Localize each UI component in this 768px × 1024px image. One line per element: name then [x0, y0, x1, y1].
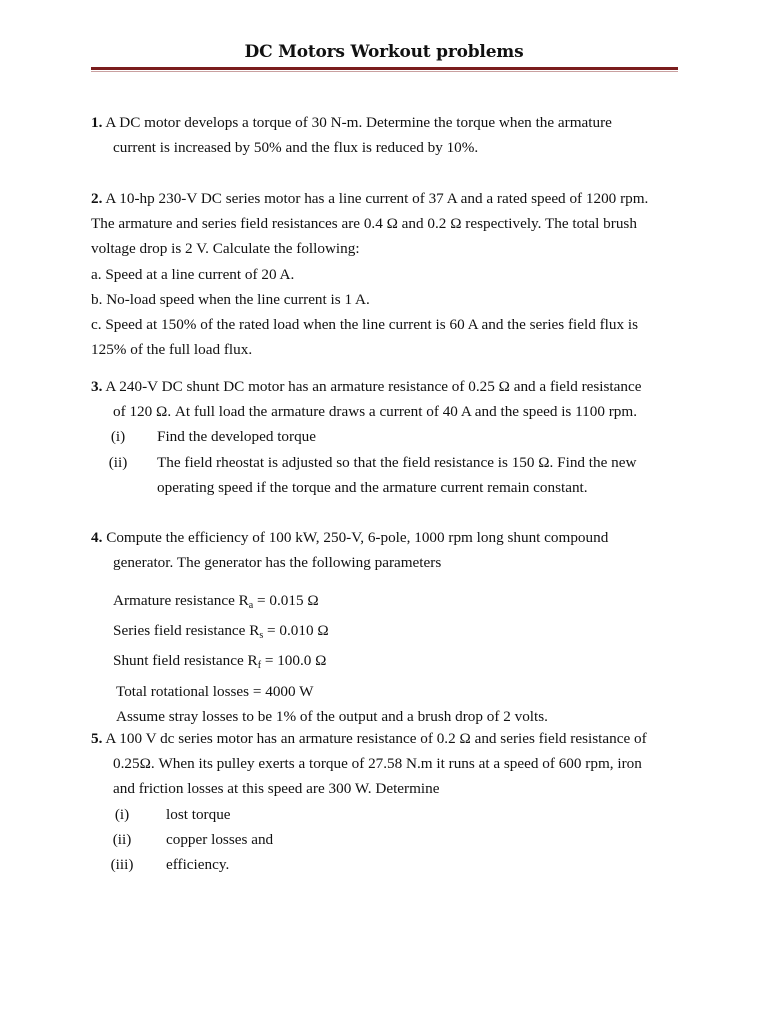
problem-2-part-c-line-2: 125% of the full load flux. — [91, 341, 253, 359]
rotational-losses-line: Total rotational losses = 4000 W — [116, 682, 314, 700]
page-title: DC Motors Workout problems — [244, 42, 524, 62]
problem-5-item-iii-text: efficiency. — [166, 856, 230, 874]
stray-losses-line: Assume stray losses to be 1% of the output and a brush drop of 2 volts. — [116, 707, 548, 725]
problem-3-line-2: of 120 Ω. At full load the armature draws a current of 40 A and the speed is 1100 rpm. — [113, 403, 638, 421]
problem-4-parameters — [113, 588, 673, 729]
problem-2-line-2: The armature and series field resistances are 0.4 Ω and 0.2 Ω respectively. The total brush — [91, 215, 637, 233]
shunt-field-resistance-line: Shunt field resistance $R_f = 100.0$ Ω — [113, 652, 327, 672]
title-rule — [91, 67, 678, 70]
problem-2-line-3: voltage drop is 2 V. Calculate the following: — [91, 240, 360, 258]
problem-3-item-i — [91, 424, 675, 449]
problem-2-part-a: a. Speed at a line current of 20 A. — [91, 265, 295, 283]
problem-4-line-2: generator. The generator has the following parameters — [113, 554, 442, 572]
series-field-resistance-line: Series field resistance $R_s = 0.010$ Ω — [113, 622, 329, 642]
problem-3-item-ii — [91, 450, 675, 500]
problem-2-line-1: A 10-hp 230-V DC series motor has a line current of 37 A and a rated speed of 1200 rpm. — [105, 190, 649, 207]
problem-3 — [91, 374, 675, 500]
problem-5-line-1: A 100 V dc series motor has an armature resistance of 0.2 Ω and series field resistance of — [105, 730, 647, 747]
problem-5-item-ii-marker: (ii) — [112, 830, 132, 848]
armature-resistance-line: Armature resistance $R_a = 0.015$ Ω — [113, 592, 319, 611]
problem-2-part-b: b. No-load speed when the line current is 1 A. — [91, 290, 370, 308]
problem-5-item-i-marker: (i) — [114, 805, 130, 823]
title-rule-thin — [91, 71, 678, 72]
problem-5-item-ii — [91, 827, 675, 852]
problem-5-line-3: and friction losses at this speed are 300 W. Determine — [113, 780, 440, 798]
problem-3-number: 3. — [91, 378, 103, 395]
problem-5-item-iii — [91, 852, 675, 877]
problem-2-number: 2. — [91, 190, 103, 207]
problem-4-line-1: Compute the efficiency of 100 kW, 250-V, 6-pole, 1000 rpm long shunt compound — [106, 529, 609, 546]
problem-1-line-1: A DC motor develops a torque of 30 N-m. Determine the torque when the armature — [105, 114, 612, 131]
problem-3-item-ii-line-1: The field rheostat is adjusted so that the field resistance is 150 Ω. Find the new — [157, 453, 637, 471]
problem-1-number: 1. — [91, 114, 103, 131]
problem-3-item-ii-line-2: operating speed if the torque and the armature current remain constant. — [157, 478, 588, 496]
problem-4 — [91, 525, 675, 575]
problem-5-number: 5. — [91, 730, 103, 747]
problem-4-number: 4. — [91, 529, 103, 546]
problem-5-item-iii-marker: (iii) — [110, 856, 134, 874]
problem-3-item-i-marker: (i) — [110, 428, 126, 446]
problem-5-item-i-text: lost torque — [166, 805, 231, 823]
problem-5-item-ii-text: copper losses and — [166, 830, 274, 848]
problem-3-item-i-text: Find the developed torque — [157, 428, 317, 446]
problem-1-line-2: current is increased by 50% and the flux is reduced by 10%. — [113, 139, 479, 157]
problem-3-item-ii-marker: (ii) — [108, 453, 128, 471]
problem-5-item-i — [91, 802, 675, 827]
problem-5-line-2: 0.25Ω. When its pulley exerts a torque of 27.58 N.m it runs at a speed of 600 rpm, iron — [113, 755, 642, 773]
problem-1 — [91, 110, 675, 160]
problem-2 — [91, 186, 675, 362]
problem-2-part-c-line-1: c. Speed at 150% of the rated load when the line current is 60 A and the series field flux is — [91, 316, 639, 334]
problem-5 — [91, 726, 675, 877]
problem-3-line-1: A 240-V DC shunt DC motor has an armature resistance of 0.25 Ω and a field resistance — [105, 378, 642, 395]
